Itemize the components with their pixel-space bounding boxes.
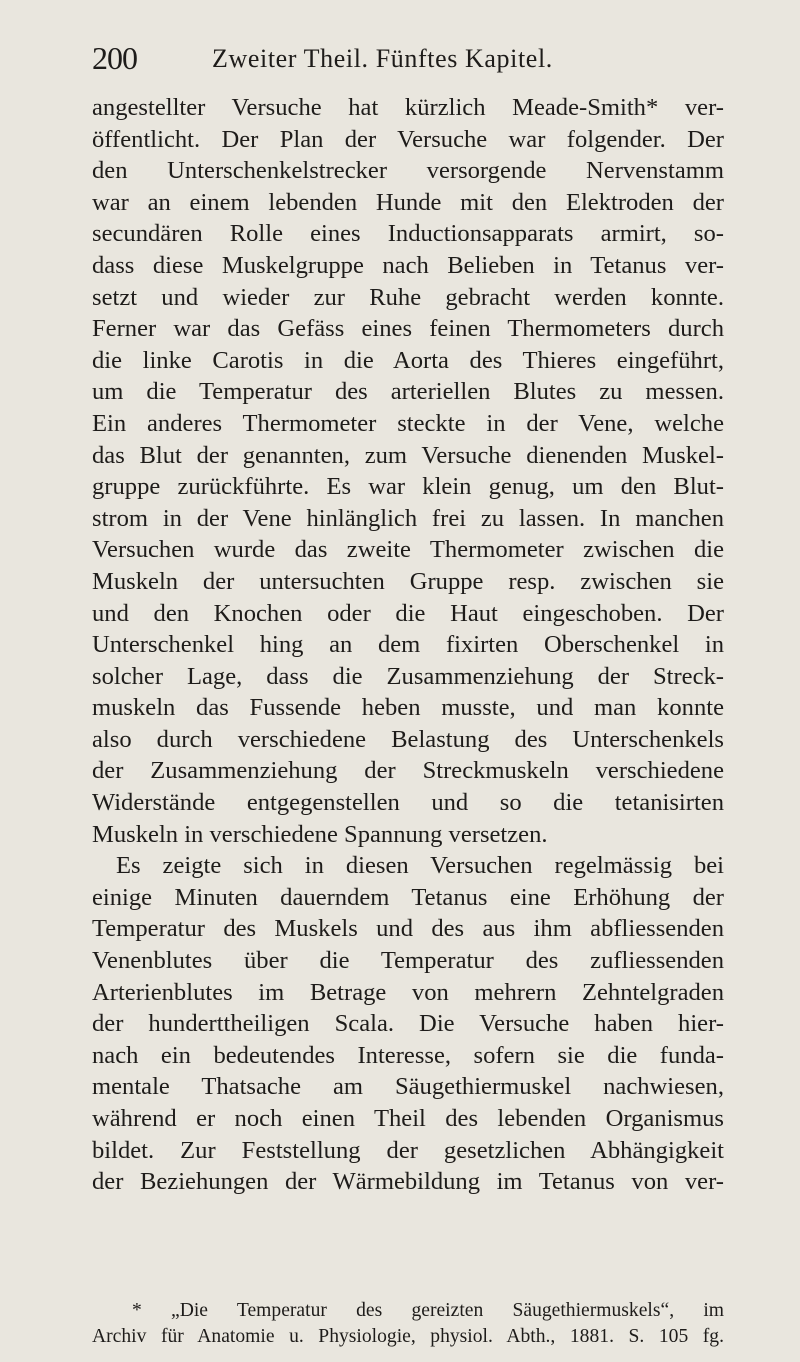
text-line: strom in der Vene hinlänglich frei zu lassen. In manchen: [92, 504, 724, 532]
text-line: das Blut der genannten, zum Versuche dienenden Muskel-: [92, 441, 724, 469]
page-header: [92, 40, 732, 80]
text-line: Ein anderes Thermometer steckte in der Vene, welche: [92, 409, 724, 437]
text-line: und den Knochen oder die Haut eingeschoben. Der: [92, 599, 724, 627]
body-text: [92, 92, 724, 1198]
text-line: Arterienblutes im Betrage von mehrern Zehntelgraden: [92, 978, 724, 1006]
text-line: der Beziehungen der Wärmebildung im Tetanus von ver-: [92, 1168, 724, 1196]
footnote-line: Archiv für Anatomie u. Physiologie, physiol. Abth., 1881. S. 105 fg.: [92, 1326, 724, 1347]
text-line: war an einem lebenden Hunde mit den Elektroden der: [92, 188, 724, 216]
text-line: secundären Rolle eines Inductionsapparats armirt, so-: [92, 220, 724, 248]
text-line: Versuchen wurde das zweite Thermometer zwischen die: [92, 536, 724, 564]
text-line: der hunderttheiligen Scala. Die Versuche haben hier-: [92, 1010, 724, 1038]
text-line: angestellter Versuche hat kürzlich Meade-Smith* ver-: [92, 94, 724, 121]
text-line: Muskeln in verschiedene Spannung versetzen.: [92, 820, 548, 848]
text-line: Es zeigte sich in diesen Versuchen regelmässig bei: [116, 852, 724, 880]
text-line: gruppe zurückführte. Es war klein genug, um den Blut-: [92, 473, 724, 501]
text-line: dass diese Muskelgruppe nach Belieben in Tetanus ver-: [92, 251, 724, 279]
text-line: Ferner war das Gefäss eines feinen Thermometers durch: [92, 315, 724, 343]
text-line: nach ein bedeutendes Interesse, sofern sie die funda-: [92, 1041, 724, 1069]
text-line: Venenblutes über die Temperatur des zufliessenden: [92, 947, 724, 975]
text-line: also durch verschiedene Belastung des Unterschenkels: [92, 725, 724, 753]
text-line: den Unterschenkelstrecker versorgende Nervenstamm: [92, 157, 724, 185]
text-line: solcher Lage, dass die Zusammenziehung der Streck-: [92, 662, 724, 690]
text-line: Widerstände entgegenstellen und so die tetanisirten: [92, 789, 724, 817]
text-line: um die Temperatur des arteriellen Blutes zu messen.: [92, 378, 724, 406]
text-line: muskeln das Fussende heben musste, und man konnte: [92, 694, 724, 722]
text-line: öffentlicht. Der Plan der Versuche war folgender. Der: [92, 125, 724, 153]
text-line: während er noch einen Theil des lebenden Organismus: [92, 1105, 724, 1132]
text-line: einige Minuten dauerndem Tetanus eine Erhöhung der: [92, 883, 724, 911]
page-number: 200: [92, 40, 137, 76]
text-line: Muskeln der untersuchten Gruppe resp. zwischen sie: [92, 567, 724, 595]
text-line: mentale Thatsache am Säugethiermuskel nachwiesen,: [92, 1073, 724, 1101]
text-line: setzt und wieder zur Ruhe gebracht werden konnte.: [92, 283, 724, 311]
running-head: Zweiter Theil. Fünftes Kapitel.: [212, 44, 553, 73]
text-line: bildet. Zur Feststellung der gesetzlichen Abhängigkeit: [92, 1136, 724, 1164]
footnote-line: * „Die Temperatur des gereizten Säugethiermuskels“, im: [132, 1300, 724, 1321]
text-line: Temperatur des Muskels und des aus ihm abfliessenden: [92, 915, 724, 943]
footnote: [92, 1298, 724, 1350]
text-line: Unterschenkel hing an dem fixirten Oberschenkel in: [92, 631, 724, 659]
text-line: die linke Carotis in die Aorta des Thieres eingeführt,: [92, 346, 724, 374]
text-line: der Zusammenziehung der Streckmuskeln verschiedene: [92, 757, 724, 785]
